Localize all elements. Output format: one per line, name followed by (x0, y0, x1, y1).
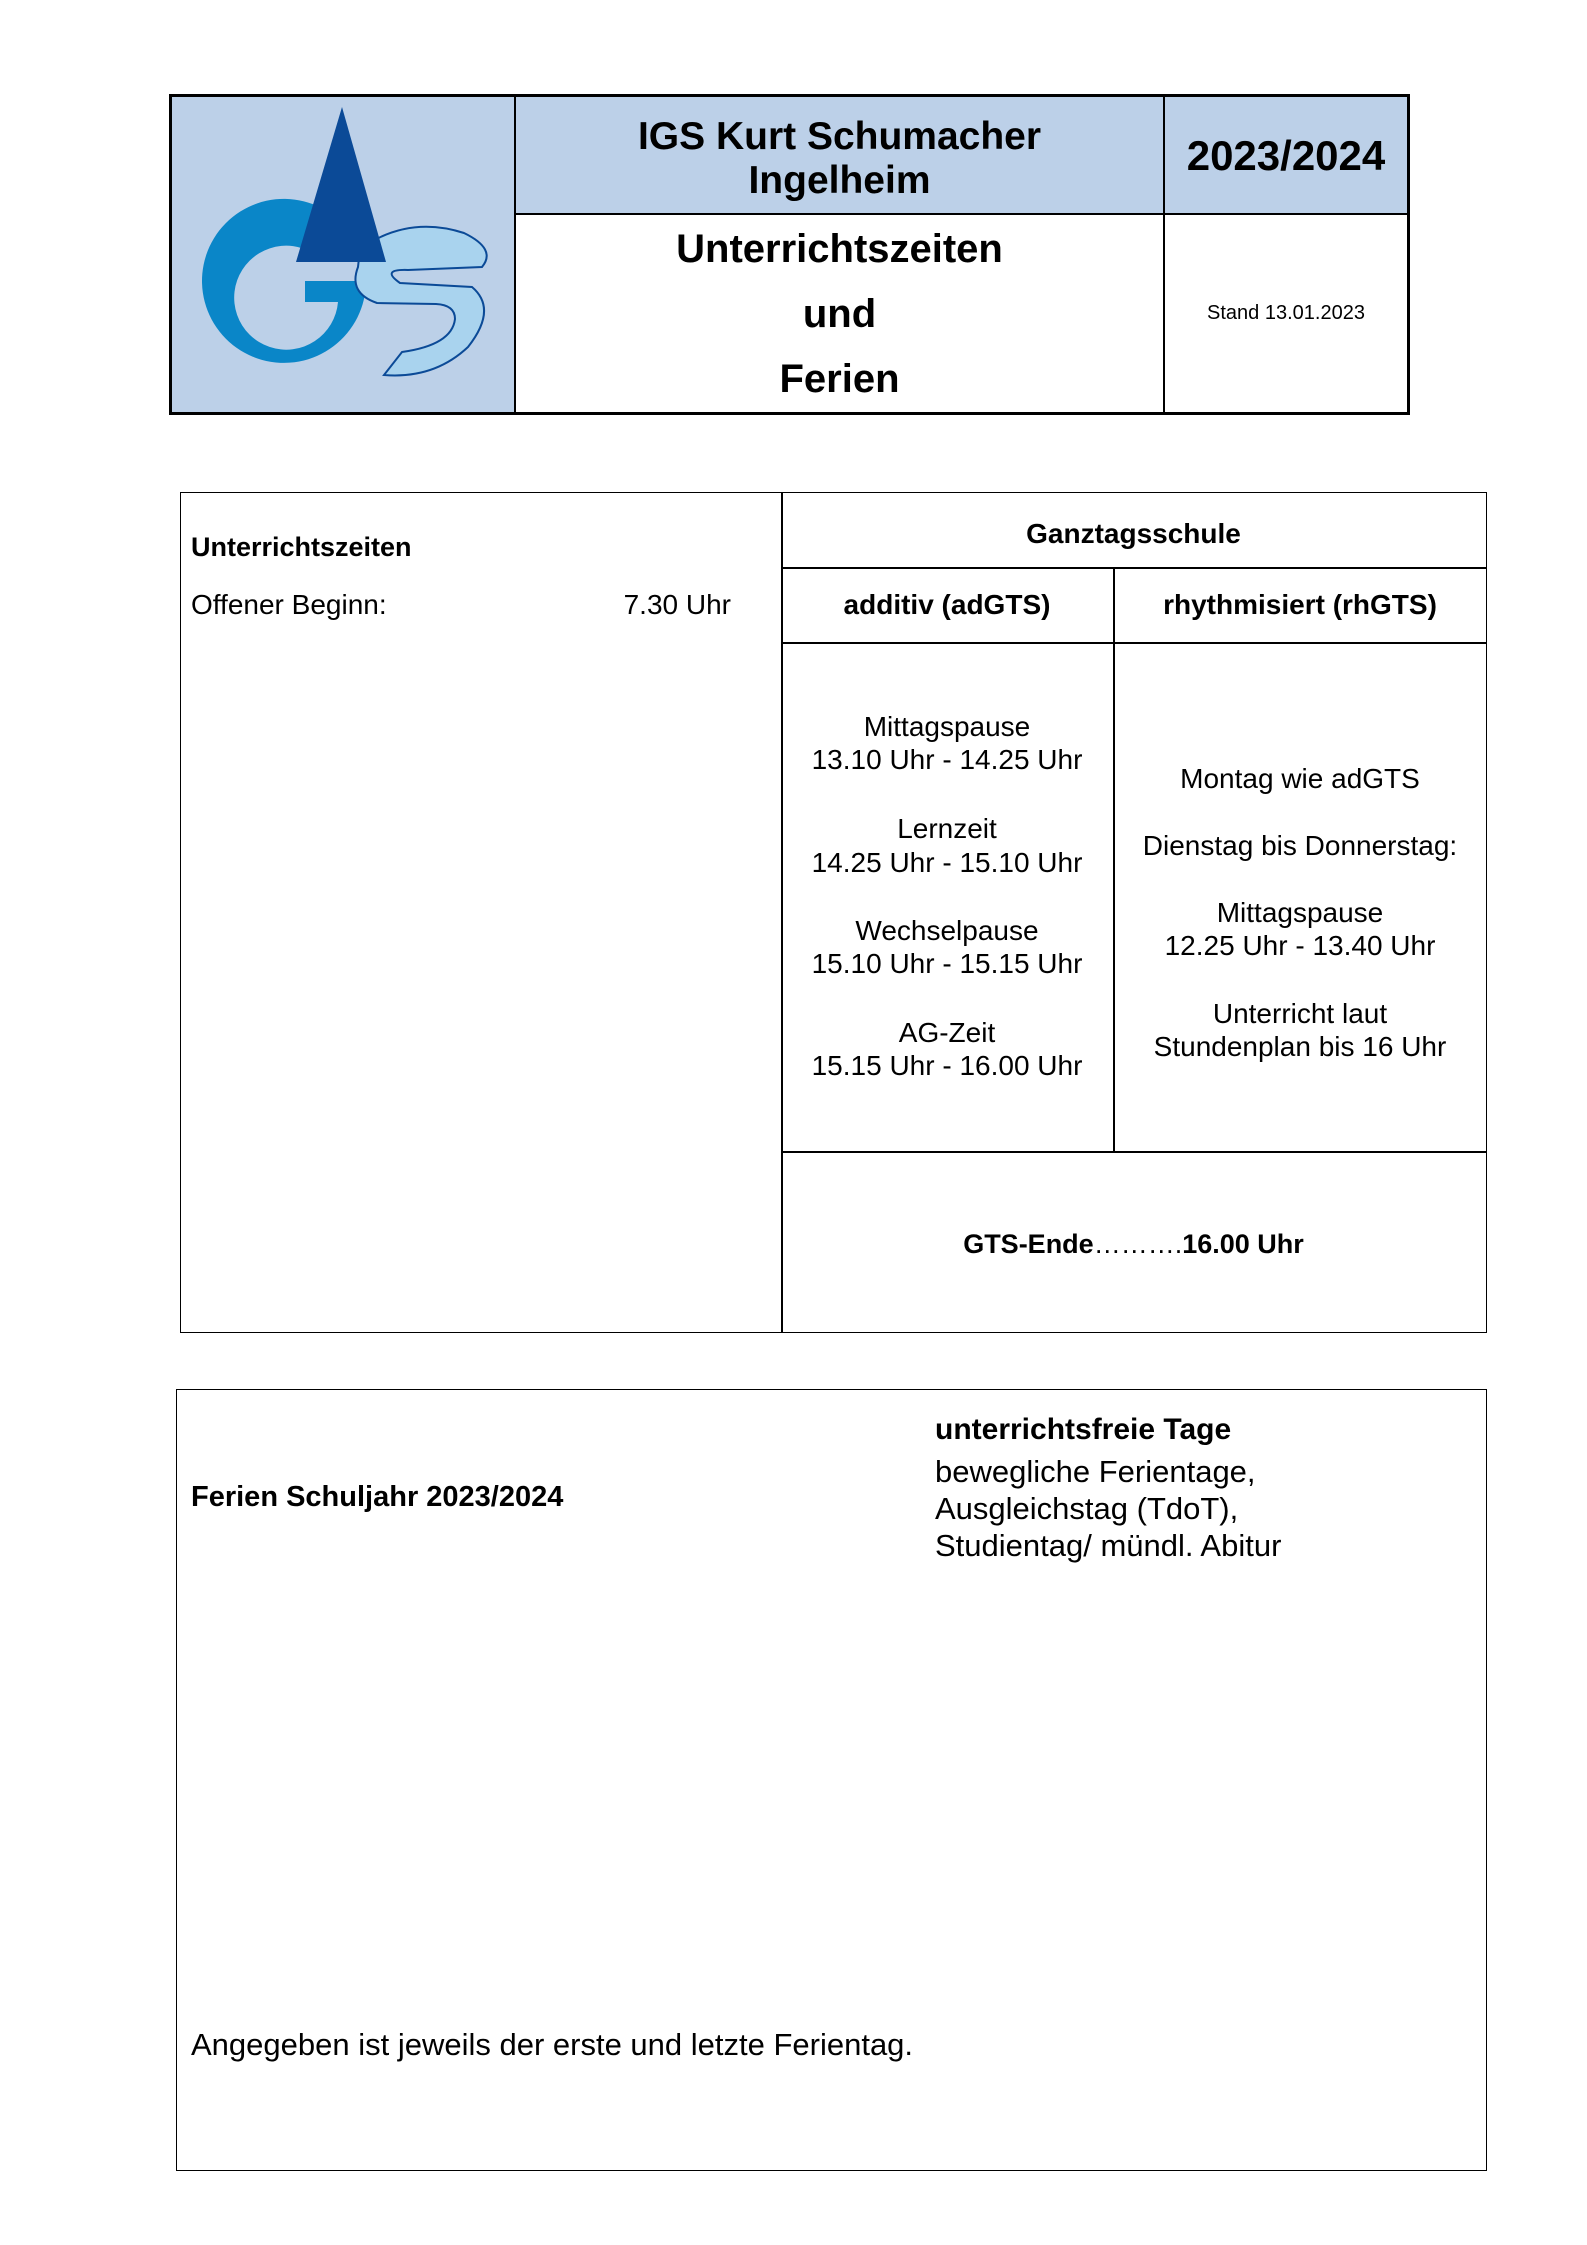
free-days-subheading: Studientag/ mündl. Abitur (935, 1528, 1282, 1563)
gts-end-label: GTS-Ende (963, 1229, 1094, 1259)
document-title-cell (516, 215, 1165, 412)
times-heading: Unterrichtszeiten (191, 532, 412, 562)
title-line2: und (802, 292, 877, 336)
stand-date: Stand 13.01.2023 (1207, 302, 1365, 324)
divider (781, 567, 1486, 569)
rhgts-heading: rhythmisiert (rhGTS) (1163, 589, 1437, 620)
holidays-box (176, 1389, 1487, 2171)
holidays-note: Angegeben ist jeweils der erste und letzte Ferientag. (191, 2027, 914, 2062)
gts-heading: Ganztagsschule (1026, 518, 1241, 549)
adgts-item-name: Mittagspause (863, 711, 1031, 742)
schedule-label: Offener Beginn: (191, 589, 387, 620)
free-days-heading: unterrichtsfreie Tage (935, 1413, 1232, 1446)
rhgts-line: Montag wie adGTS (1180, 763, 1420, 794)
rhgts-line: Mittagspause (1216, 897, 1384, 928)
divider (781, 642, 1486, 644)
gts-end (781, 1228, 1486, 1260)
logo-cell (172, 97, 516, 412)
school-name-cell (516, 97, 1165, 215)
free-days-subheading: Ausgleichstag (TdoT), (935, 1491, 1239, 1526)
rhgts-line: 12.25 Uhr - 13.40 Uhr (1164, 930, 1436, 961)
adgts-heading: additiv (adGTS) (843, 589, 1051, 620)
adgts-item-name: AG-Zeit (898, 1017, 996, 1048)
rhgts-line: Unterricht laut (1212, 998, 1388, 1029)
times-table (180, 492, 1487, 1333)
title-line3: Ferien (779, 357, 900, 401)
holidays-heading: Ferien Schuljahr 2023/2024 (191, 1481, 564, 1513)
schedule-from: 7.30 Uhr (623, 589, 731, 620)
rhgts-line: Stundenplan bis 16 Uhr (1153, 1031, 1447, 1062)
adgts-item-time: 15.15 Uhr - 16.00 Uhr (811, 1050, 1083, 1081)
free-days-subheading: bewegliche Ferientage, (935, 1454, 1256, 1489)
adgts-item-name: Wechselpause (855, 915, 1039, 946)
school-name-line1: IGS Kurt Schumacher (637, 115, 1042, 158)
gts-end-time: 16.00 Uhr (1182, 1229, 1304, 1259)
rhgts-line: Dienstag bis Donnerstag: (1142, 830, 1458, 861)
title-line1: Unterrichtszeiten (676, 227, 1003, 271)
adgts-item-time: 13.10 Uhr - 14.25 Uhr (811, 744, 1083, 775)
adgts-item-time: 15.10 Uhr - 15.15 Uhr (811, 948, 1083, 979)
school-name-line2: Ingelheim (748, 159, 931, 202)
adgts-item-time: 14.25 Uhr - 15.10 Uhr (811, 847, 1083, 878)
igs-logo-icon (172, 97, 516, 412)
gts-end-dots: ………. (1093, 1229, 1183, 1259)
adgts-item-name: Lernzeit (897, 813, 997, 844)
divider (781, 1151, 1486, 1153)
header-table (169, 94, 1410, 415)
school-year: 2023/2024 (1165, 97, 1407, 215)
